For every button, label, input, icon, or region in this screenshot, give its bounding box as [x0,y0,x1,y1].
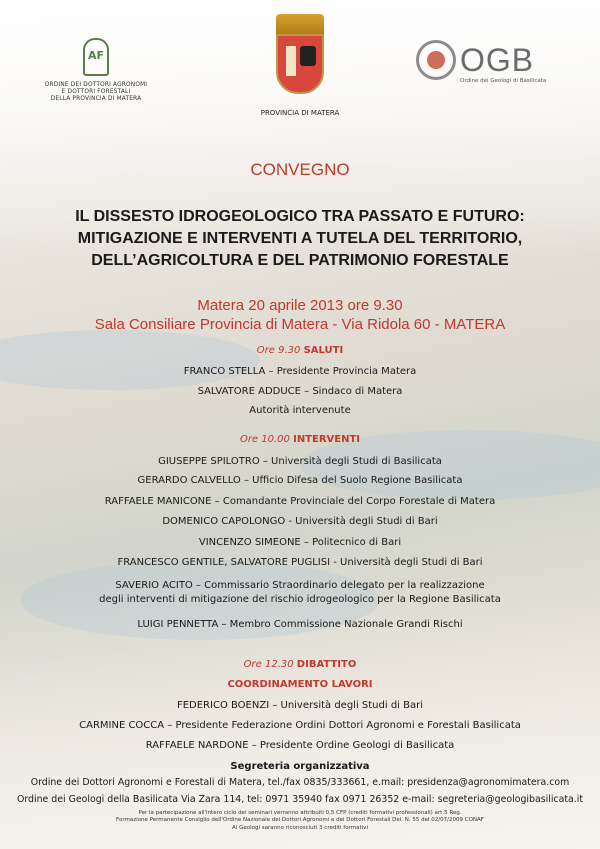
ogb-name: OGB [460,42,535,78]
saluti-heading [0,345,600,356]
dibattito-label: DIBATTITO [296,659,357,670]
interventi-heading [0,434,600,445]
globe-icon [416,40,456,80]
dibattito-item: RAFFAELE NARDONE – Presidente Ordine Geologi di Basilicata [145,740,455,751]
title-line: DELL’AGRICOLTURA E DEL PATRIMONIO FORESTALE [91,252,509,269]
saluti-label: SALUTI [303,345,344,356]
segreteria-heading: Segreteria organizzativa [230,761,370,772]
interventi-label: INTERVENTI [293,434,361,445]
agronomi-name-line: E DOTTORI FORESTALI [61,89,131,95]
interventi-time: Ore 10.00 [239,434,290,445]
dibattito-item: CARMINE COCCA – Presidente Federazione Ordini Dottori Agronomi e Forestali Basilicata [79,720,521,731]
credits-note: Formazione Permanente Consiglio dell'Ordine Nazionale dei Dottori Agronomi e dei Dottori Forestali Del. N. 55 del 02/07/2009 CONAF [116,817,484,823]
saluti-time: Ore 9.30 [256,345,301,356]
coordinamento-heading [0,679,600,690]
title-line: IL DISSESTO IDROGEOLOGICO TRA PASSATO E FUTURO: [75,208,525,225]
provincia-label: PROVINCIA DI MATERA [260,109,340,117]
convegno-heading: CONVEGNO [250,160,350,179]
contact-geologi: Ordine dei Geologi della Basilicata Via Zara 114, tel: 0971 35940 fax 0971 26352 e-mail: segreteria@geologibasilicata.it [16,794,583,805]
interventi-item: SAVERIO ACITO – Commissario Straordinario delegato per la realizzazione [115,580,485,591]
title-line: MITIGAZIONE E INTERVENTI A TUTELA DEL TERRITORIO, [77,230,523,247]
saluti-item: FRANCO STELLA – Presidente Provincia Matera [183,366,417,377]
event-date: Matera 20 aprile 2013 ore 9.30 [197,297,403,314]
event-venue: Sala Consiliare Provincia di Matera - Via Ridola 60 - MATERA [94,316,506,333]
event-title [0,206,600,272]
logo-agronomi [36,38,156,103]
interventi-item: RAFFAELE MANICONE – Comandante Provinciale del Corpo Forestale di Matera [104,496,496,507]
dibattito-time: Ore 12.30 [243,659,294,670]
agronomi-name-line: ORDINE DEI DOTTORI AGRONOMI [44,82,148,88]
dibattito-heading [0,659,600,670]
saluti-item: SALVATORE ADDUCE – Sindaco di Matera [197,386,403,397]
saluti-item: Autorità intervenute [249,405,351,416]
provincia-crest-icon [276,14,324,106]
interventi-item: LUIGI PENNETTA – Membro Commissione Nazionale Grandi Rischi [137,619,463,630]
agronomi-emblem-icon: AF [83,38,109,76]
contact-agronomi: Ordine dei Dottori Agronomi e Forestali di Matera, tel./fax 0835/333661, e.mail: presidenza@agronomimatera.com [30,777,570,788]
logo-provincia [255,14,345,117]
interventi-item: GERARDO CALVELLO – Ufficio Difesa del Suolo Regione Basilicata [137,475,463,486]
interventi-item: GIUSEPPE SPILOTRO – Università degli Studi di Basilicata [158,456,442,467]
credits-note: Ai Geologi saranno riconosciuti 3 crediti formativi [232,825,368,831]
interventi-item: FRANCESCO GENTILE, SALVATORE PUGLISI - Università degli Studi di Bari [117,557,483,568]
interventi-item: DOMENICO CAPOLONGO - Università degli Studi di Bari [162,516,438,527]
dibattito-item: FEDERICO BOENZI – Università degli Studi di Bari [176,700,424,711]
credits-note: Per la partecipazione all'intero ciclo dei seminari verranno attribuiti 0,5 CFP (crediti formativi professionali) art.5 Reg. [138,810,462,816]
interventi-item: degli interventi di mitigazione del rischio idrogeologico per la Regione Basilicata [99,594,501,605]
coordinamento-label: COORDINAMENTO LAVORI [227,679,373,690]
interventi-item: VINCENZO SIMEONE – Politecnico di Bari [198,537,402,548]
agronomi-name-line: DELLA PROVINCIA DI MATERA [50,96,142,102]
ogb-subtitle: Ordine dei Geologi di Basilicata [460,78,547,84]
